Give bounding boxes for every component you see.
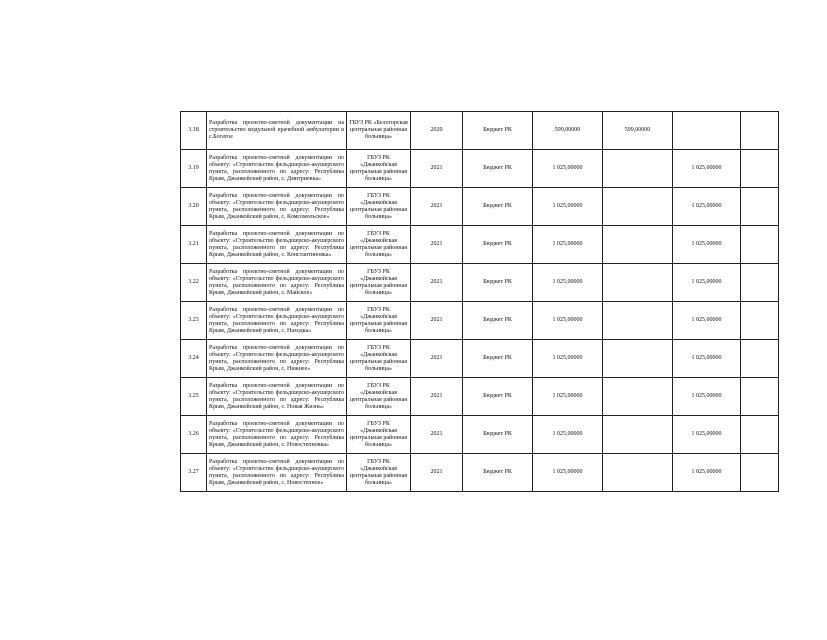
row-number: 3.24	[181, 340, 207, 378]
row-description: Разработка проектно-сметной документации по объекту: «Строительство фельдшерско-акушерского пункта, расположенного по адресу: Республика Крым, Джанкойский район, с. Находка»	[207, 302, 347, 340]
row-year: 2021	[411, 416, 463, 454]
row-organization: ГБУЗ РК «Джанкойская центральная районная больница»	[347, 340, 411, 378]
row-amount-2020	[603, 340, 673, 378]
table-row	[181, 340, 779, 378]
row-empty-cell	[741, 302, 779, 340]
row-total-amount: 1 025,00000	[533, 340, 603, 378]
row-amount-2020	[603, 188, 673, 226]
row-empty-cell	[741, 150, 779, 188]
row-organization: ГБУЗ РК «Джанкойская центральная районная больница»	[347, 416, 411, 454]
row-empty-cell	[741, 454, 779, 492]
budget-table	[180, 111, 779, 492]
row-description: Разработка проектно-сметной документации по объекту: «Строительство фельдшерско-акушерского пункта, расположенного по адресу: Республика Крым, Джанкойский район, с. Комсомольское»	[207, 188, 347, 226]
row-amount-2020	[603, 226, 673, 264]
row-description: Разработка проектно-сметной документации по объекту: «Строительство фельдшерско-акушерского пункта, расположенного по адресу: Республика Крым, Джанкойский район, с. Новостепное»	[207, 454, 347, 492]
row-number: 3.25	[181, 378, 207, 416]
row-total-amount: 1 025,00000	[533, 454, 603, 492]
row-organization: ГБУЗ РК «Джанкойская центральная районная больница»	[347, 150, 411, 188]
row-funding-source: Бюджет РК	[463, 378, 533, 416]
table-row	[181, 226, 779, 264]
row-number: 3.26	[181, 416, 207, 454]
row-organization: ГБУЗ РК «Джанкойская центральная районная больница»	[347, 302, 411, 340]
row-empty-cell	[741, 416, 779, 454]
row-total-amount: 1 025,00000	[533, 188, 603, 226]
row-funding-source: Бюджет РК	[463, 188, 533, 226]
row-empty-cell	[741, 112, 779, 150]
row-description: Разработка проектно-сметной документации по объекту: «Строительство фельдшерско-акушерского пункта, расположенного по адресу: Республика Крым, Джанкойский район, с. Новая Жизнь»	[207, 378, 347, 416]
row-funding-source: Бюджет РК	[463, 416, 533, 454]
row-description: Разработка проектно-сметной документации по объекту: «Строительство фельдшерско-акушерского пункта, расположенного по адресу: Республика Крым, Джанкойский район, с. Новостепновка»	[207, 416, 347, 454]
row-number: 3.27	[181, 454, 207, 492]
row-total-amount: 1 025,00000	[533, 378, 603, 416]
row-year: 2021	[411, 378, 463, 416]
row-organization: ГБУЗ РК «Джанкойская центральная районная больница»	[347, 264, 411, 302]
table-row	[181, 302, 779, 340]
table-row	[181, 112, 779, 150]
row-total-amount: 1 025,00000	[533, 416, 603, 454]
row-funding-source: Бюджет РК	[463, 150, 533, 188]
row-amount-2020: 599,00000	[603, 112, 673, 150]
row-year: 2021	[411, 188, 463, 226]
row-amount-2021: 1 025,00000	[673, 226, 741, 264]
row-amount-2020	[603, 416, 673, 454]
row-amount-2021: 1 025,00000	[673, 416, 741, 454]
row-amount-2021: 1 025,00000	[673, 264, 741, 302]
row-year: 2020	[411, 112, 463, 150]
row-number: 3.23	[181, 302, 207, 340]
row-number: 3.21	[181, 226, 207, 264]
row-amount-2020	[603, 264, 673, 302]
row-empty-cell	[741, 340, 779, 378]
row-amount-2020	[603, 302, 673, 340]
row-description: Разработка проектно-сметной документации на строительство модульной врачебной амбулатории в с.Богатое	[207, 112, 347, 150]
row-total-amount: 1 025,00000	[533, 226, 603, 264]
row-amount-2020	[603, 150, 673, 188]
row-funding-source: Бюджет РК	[463, 454, 533, 492]
row-number: 3.20	[181, 188, 207, 226]
row-empty-cell	[741, 264, 779, 302]
row-description: Разработка проектно-сметной документации по объекту: «Строительство фельдшерско-акушерского пункта, расположенного по адресу: Республика Крым, Джанкойский район, с. Нижнее»	[207, 340, 347, 378]
row-number: 3.19	[181, 150, 207, 188]
row-year: 2021	[411, 226, 463, 264]
table-row	[181, 150, 779, 188]
row-year: 2021	[411, 302, 463, 340]
row-total-amount: 1 025,00000	[533, 150, 603, 188]
row-funding-source: Бюджет РК	[463, 302, 533, 340]
row-year: 2021	[411, 150, 463, 188]
row-year: 2021	[411, 264, 463, 302]
row-amount-2021: 1 025,00000	[673, 150, 741, 188]
table-row	[181, 454, 779, 492]
row-funding-source: Бюджет РК	[463, 226, 533, 264]
row-funding-source: Бюджет РК	[463, 112, 533, 150]
row-amount-2020	[603, 454, 673, 492]
row-organization: ГБУЗ РК «Джанкойская центральная районная больница»	[347, 226, 411, 264]
row-number: 3.22	[181, 264, 207, 302]
table-row	[181, 378, 779, 416]
row-amount-2021: 1 025,00000	[673, 454, 741, 492]
row-total-amount: 599,00000	[533, 112, 603, 150]
table-row	[181, 188, 779, 226]
row-total-amount: 1 025,00000	[533, 264, 603, 302]
row-description: Разработка проектно-сметной документации по объекту: «Строительство фельдшерско-акушерского пункта, расположенного по адресу: Республика Крым, Джанкойский район, с. Дмитриевка»	[207, 150, 347, 188]
row-year: 2021	[411, 454, 463, 492]
row-description: Разработка проектно-сметной документации по объекту: «Строительство фельдшерско-акушерского пункта, расположенного по адресу: Республика Крым, Джанкойский район, с. Константиновка»	[207, 226, 347, 264]
row-empty-cell	[741, 378, 779, 416]
row-description: Разработка проектно-сметной документации по объекту: «Строительство фельдшерско-акушерского пункта, расположенного по адресу: Республика Крым, Джанкойский район, с. Майское»	[207, 264, 347, 302]
row-empty-cell	[741, 226, 779, 264]
row-amount-2020	[603, 378, 673, 416]
table-row	[181, 264, 779, 302]
row-number: 3.18	[181, 112, 207, 150]
row-organization: ГБУЗ РК «Джанкойская центральная районная больница»	[347, 378, 411, 416]
row-amount-2021: 1 025,00000	[673, 188, 741, 226]
row-total-amount: 1 025,00000	[533, 302, 603, 340]
row-organization: ГБУЗ РК «Джанкойская центральная районная больница»	[347, 188, 411, 226]
row-amount-2021: 1 025,00000	[673, 302, 741, 340]
row-empty-cell	[741, 188, 779, 226]
row-funding-source: Бюджет РК	[463, 340, 533, 378]
row-amount-2021: 1 025,00000	[673, 340, 741, 378]
table-row	[181, 416, 779, 454]
row-year: 2021	[411, 340, 463, 378]
row-amount-2021	[673, 112, 741, 150]
row-organization: ГБУЗ РК «Белогорская центральная районная больница»	[347, 112, 411, 150]
row-amount-2021: 1 025,00000	[673, 378, 741, 416]
row-funding-source: Бюджет РК	[463, 264, 533, 302]
row-organization: ГБУЗ РК «Джанкойская центральная районная больница»	[347, 454, 411, 492]
